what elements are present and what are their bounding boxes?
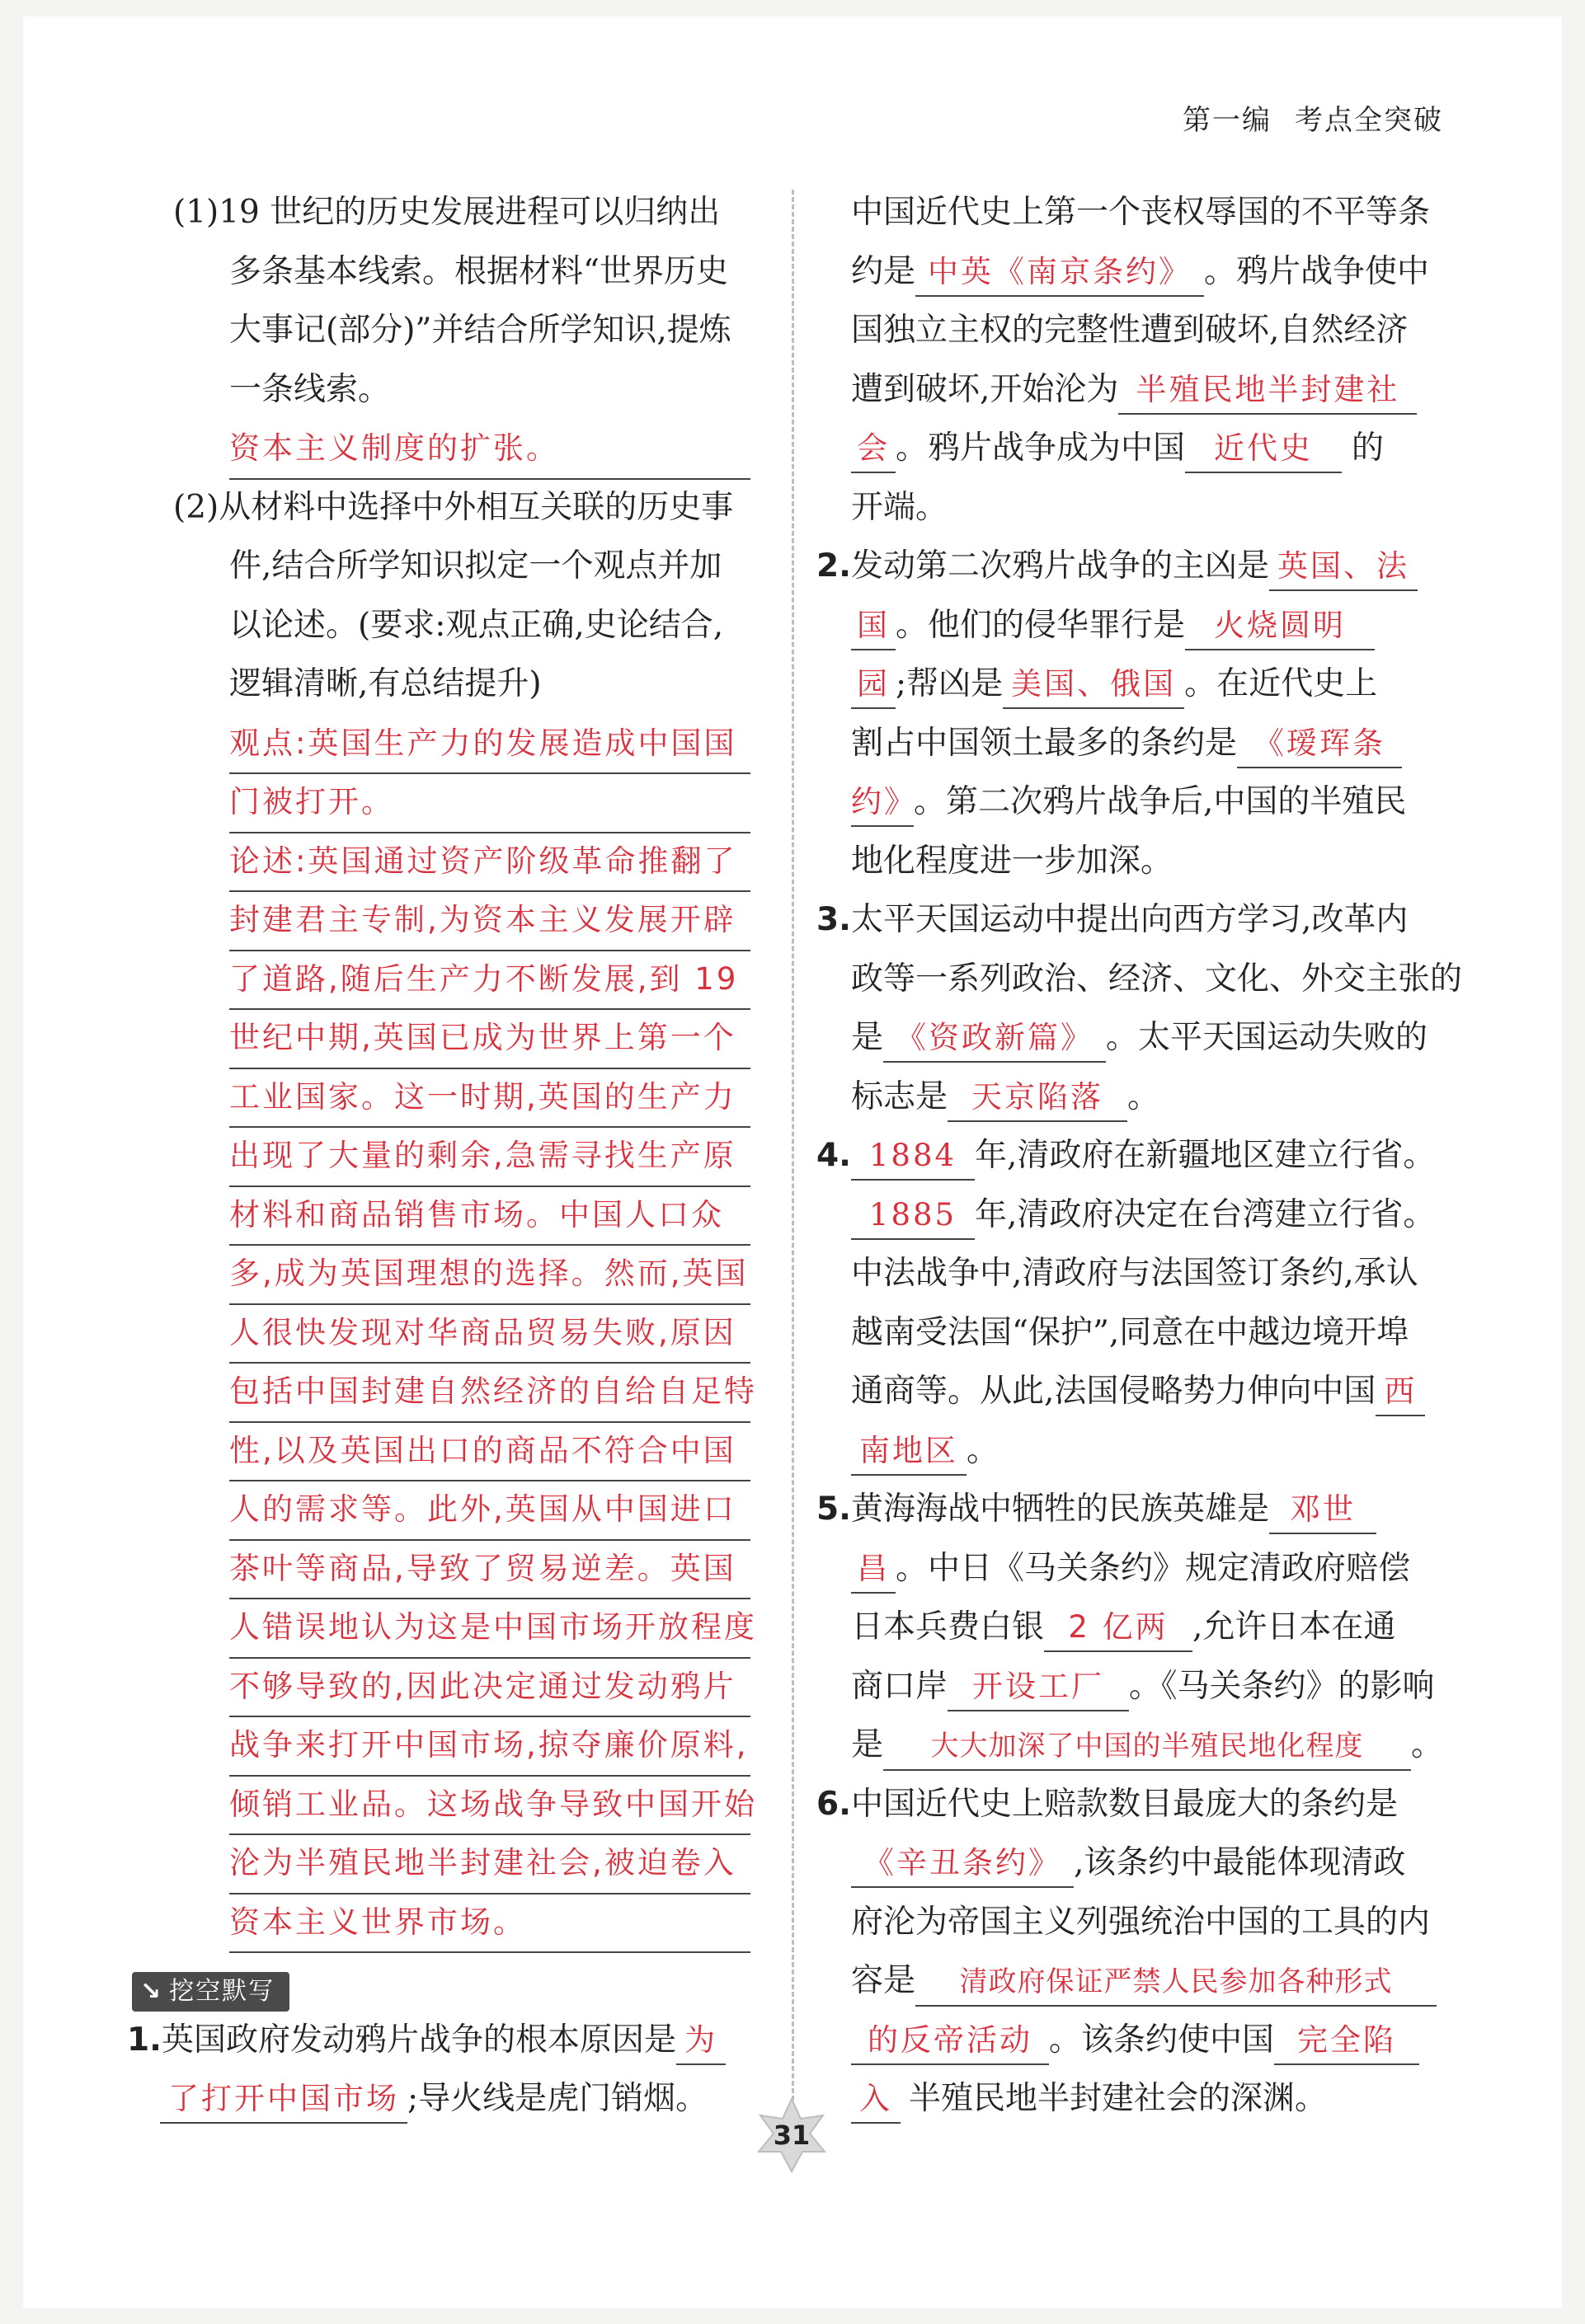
page-number: 31 (773, 2120, 811, 2151)
fill-question-4 (816, 1126, 1443, 1480)
section-tag (132, 1972, 289, 2012)
question-text: 中国近代史上第一个丧权辱国的不平等条 (851, 194, 1431, 231)
question-text: 年,清政府决定在台湾建立行省。 (975, 1195, 1436, 1233)
question-text: 。他们的侵华罪行是 (896, 606, 1186, 644)
question-text: 遭到破坏,开始沦为 (851, 370, 1119, 408)
fill-question-6 (816, 1775, 1443, 2129)
question-text: 割占中国领土最多的条约是 (851, 724, 1238, 762)
header-part: 第一编 (1183, 104, 1272, 137)
answer-line: 封建君主专制,为资本主义发展开辟 (229, 890, 750, 951)
answer-blank: 《辛丑条约》 (851, 1840, 1074, 1888)
question-text: 的 (1352, 430, 1385, 467)
column-divider (792, 190, 794, 2160)
prompt-line: 多条基本线索。根据材料“世界历史 (229, 252, 728, 290)
question-text: ,该条约中最能体现清政 (1074, 1844, 1406, 1881)
answer-blank: 约》 (851, 779, 914, 827)
answer-blank: 天京陷落 (948, 1074, 1127, 1122)
question-text: 。鸦片战争成为中国 (896, 430, 1186, 467)
answer-blank: 大大加深了中国的半殖民地化程度 (883, 1723, 1411, 1771)
question-text: 日本兵费白银 (851, 1608, 1045, 1646)
fill-question-1 (127, 2011, 750, 2129)
answer-blank: 昌 (851, 1546, 896, 1594)
answer-line (132, 419, 750, 478)
answer-blank: 为 (676, 2017, 726, 2065)
prompt-line: (2)从材料中选择中外相互关联的历史事 (173, 488, 734, 526)
section-tag-label: 挖空默写 (169, 1977, 275, 2006)
header-section: 考点全突破 (1295, 104, 1443, 137)
fill-question-5 (816, 1480, 1443, 1775)
answer-line: 沦为半殖民地半封建社会,被迫卷入 (229, 1833, 750, 1894)
section-tag-row (132, 1951, 750, 2011)
question-text: 。 (1411, 1726, 1444, 1763)
question-text: 。《马关条约》的影响 (1129, 1667, 1435, 1705)
answer-line: 战争来打开中国市场,掠夺廉价原料, (229, 1716, 750, 1777)
answer-blank: 《资政新篇》 (883, 1015, 1106, 1063)
handwritten-answer: 资本主义制度的扩张。 (229, 419, 750, 480)
answer-blank: 园 (851, 661, 896, 709)
question-text: 越南受法国“保护”,同意在中越边境开埠 (851, 1313, 1409, 1351)
question-text: 。在近代史上 (1184, 665, 1378, 702)
answer-line: 倾销工业品。这场战争导致中国开始 (229, 1775, 750, 1836)
answer-blank: 1884 (851, 1133, 975, 1181)
answer-blank: 中英《南京条约》 (915, 249, 1204, 297)
question-text: 年,清政府在新疆地区建立行省。 (974, 1137, 1436, 1174)
answer-line: 门被打开。 (229, 772, 750, 833)
question-number: 2. (816, 547, 851, 585)
question-text: 标志是 (851, 1077, 948, 1115)
question-text: ,允许日本在通 (1192, 1608, 1396, 1646)
answer-line: 了道路,随后生产力不断发展,到 19 (229, 950, 750, 1011)
fill-question-3 (816, 890, 1463, 1126)
question-text: 府沦为帝国主义列强统治中国的工具的内 (851, 1903, 1431, 1941)
question-text: ;帮凶是 (896, 665, 1004, 702)
answer-line: 资本主义世界市场。 (229, 1893, 750, 1954)
question-text: 。第二次鸦片战争后,中国的半殖民 (914, 783, 1407, 820)
question-text: 。鸦片战争使中 (1204, 252, 1430, 290)
answer-line: 包括中国封建自然经济的自给自足特 (229, 1362, 750, 1423)
question-text: 容是 (851, 1962, 916, 1999)
running-header (1183, 97, 1443, 138)
answer-line: 材料和商品销售市场。中国人口众 (229, 1185, 750, 1247)
right-column (816, 183, 1463, 2129)
answer-line: 人很快发现对华商品贸易失败,原因 (229, 1303, 750, 1364)
question-number: 1. (127, 2021, 162, 2059)
prompt-line: 一条线索。 (229, 370, 391, 408)
answer-line: 人错误地认为这是中国市场开放程度 (229, 1598, 750, 1659)
question-text: ;导火线是虎门销烟。 (407, 2080, 708, 2117)
answer-blank: 英国、法 (1269, 543, 1418, 591)
prompt-line: 逻辑清晰,有总结提升) (229, 665, 542, 702)
answer-blank: 西 (1376, 1369, 1425, 1416)
question-text: 通商等。从此,法国侵略势力伸向中国 (851, 1373, 1376, 1410)
answer-blank: 入 (851, 2076, 901, 2124)
prompt-line: 大事记(部分)”并结合所学知识,提炼 (229, 312, 731, 349)
question-text: 政等一系列政治、经济、文化、外交主张的 (851, 960, 1463, 998)
answer-line: 世纪中期,英国已成为世界上第一个 (229, 1008, 750, 1069)
question-number: 5. (816, 1491, 851, 1528)
question-text: 中国近代史上赔款数目最庞大的条约是 (850, 1785, 1398, 1823)
question-text: 太平天国运动中提出向西方学习,改革内 (850, 901, 1409, 938)
prompt-line: 以论述。(要求:观点正确,史论结合, (229, 606, 724, 644)
answer-line: 论述:英国通过资产阶级革命推翻了 (229, 832, 750, 893)
question-text: 商口岸 (851, 1667, 948, 1705)
question-number: 6. (816, 1785, 851, 1823)
arrow-icon: ↘ (140, 1977, 163, 2006)
answer-blank: 会 (851, 425, 896, 473)
answer-line: 性,以及英国出口的商品不符合中国 (229, 1421, 750, 1482)
answer-blank: 火烧圆明 (1185, 603, 1375, 650)
answer-blank: 国 (851, 603, 896, 650)
question-text: 。 (967, 1431, 999, 1469)
question-2-answer (132, 714, 757, 1952)
page-number-badge (750, 2094, 833, 2176)
answer-blank: 近代史 (1185, 425, 1342, 473)
answer-blank: 清政府保证严禁人民参加各种形式 (915, 1959, 1437, 2007)
answer-blank: 开设工厂 (948, 1664, 1129, 1711)
question-number: 4. (816, 1137, 851, 1174)
question-text: 开端。 (851, 488, 948, 526)
answer-blank: 南地区 (851, 1428, 967, 1476)
answer-blank: 半殖民地半封建社 (1118, 367, 1417, 415)
answer-blank: 的反帝活动 (851, 2017, 1049, 2065)
answer-line: 工业国家。这一时期,英国的生产力 (229, 1068, 750, 1129)
fill-question-2 (816, 537, 1443, 890)
answer-line: 多,成为英国理想的选择。然而,英国 (229, 1244, 750, 1305)
answer-blank: 完全陷 (1274, 2017, 1419, 2065)
question-text: 黄海海战中牺牲的民族英雄是 (850, 1491, 1269, 1528)
prompt-line: (1)19 世纪的历史发展进程可以归纳出 (173, 194, 721, 231)
prompt-line: 件,结合所学知识拟定一个观点并加 (229, 547, 722, 585)
question-2-prompt (132, 478, 750, 714)
answer-blank: 了打开中国市场 (160, 2076, 407, 2124)
fill-question-1-continued (816, 183, 1443, 537)
question-text: 半殖民地半封建社会的深渊。 (909, 2080, 1328, 2117)
question-text: 约是 (851, 252, 916, 290)
question-text: 国独立主权的完整性遭到破坏,自然经济 (851, 312, 1409, 349)
answer-blank: 2 亿两 (1044, 1604, 1192, 1652)
question-text: 是 (851, 1726, 884, 1763)
answer-line: 出现了大量的剩余,急需寻找生产原 (229, 1126, 750, 1187)
question-text: 是 (851, 1019, 884, 1056)
question-text: 地化程度进一步加深。 (851, 842, 1173, 880)
question-text: 发动第二次鸦片战争的主凶是 (850, 547, 1269, 585)
question-text: 。 (1127, 1077, 1160, 1115)
answer-line: 人的需求等。此外,英国从中国进口 (229, 1480, 750, 1541)
question-number: 3. (816, 901, 851, 938)
answer-blank: 美国、俄国 (1003, 661, 1184, 709)
question-text: 。太平天国运动失败的 (1106, 1019, 1428, 1056)
answer-line: 茶叶等商品,导致了贸易逆差。英国 (229, 1539, 750, 1600)
question-text: 英国政府发动鸦片战争的根本原因是 (161, 2021, 676, 2059)
answer-blank: 《瑷珲条 (1237, 721, 1402, 768)
answer-blank: 邓世 (1269, 1486, 1376, 1534)
question-text: 。该条约使中国 (1049, 2021, 1275, 2059)
question-text: 。中日《马关条约》规定清政府赔偿 (896, 1549, 1411, 1587)
answer-blank: 1885 (851, 1192, 975, 1240)
question-text: 中法战争中,清政府与法国签订条约,承认 (851, 1255, 1418, 1292)
answer-line: 观点:英国生产力的发展造成中国国 (229, 714, 750, 775)
question-1-prompt (132, 183, 750, 419)
left-column (127, 183, 757, 2129)
answer-line: 不够导致的,因此决定通过发动鸦片 (229, 1657, 750, 1718)
